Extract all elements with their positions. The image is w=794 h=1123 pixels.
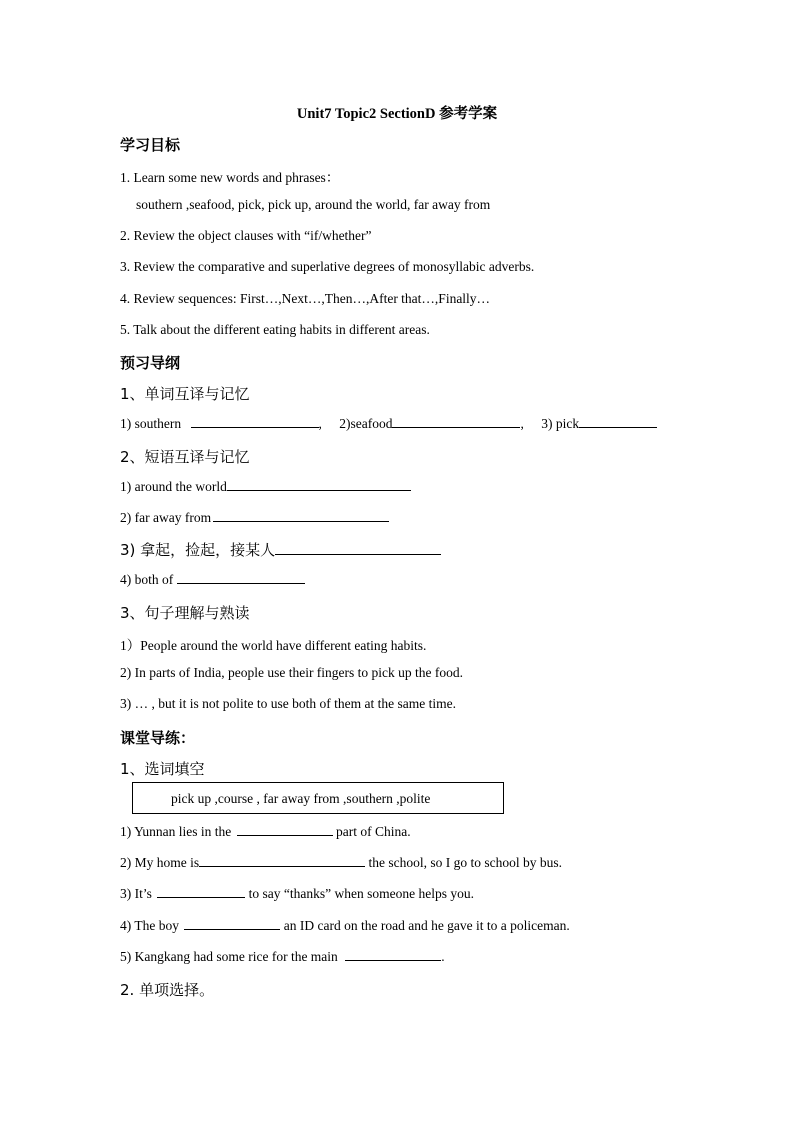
answer-blank[interactable] — [227, 478, 411, 491]
objective-item: 1. Learn some new words and phrases： — [120, 170, 340, 185]
question-text: 5) Kangkang had some rice for the main — [120, 949, 338, 964]
question-text: . — [441, 949, 445, 964]
question-text: 1) Yunnan lies in the — [120, 824, 232, 839]
sentence-item: 2) In parts of India, people use their fingers to pick up the food. — [120, 665, 464, 680]
word-seafood-label: 2)seafood — [339, 416, 393, 431]
word-southern-label: 1) southern — [120, 416, 182, 431]
answer-blank[interactable] — [184, 917, 280, 930]
phrase-label: 3) 拿起，捡起，接某人 — [120, 541, 276, 559]
question-text: 2) My home is — [120, 855, 200, 870]
answer-blank[interactable] — [191, 415, 319, 428]
answer-blank[interactable] — [345, 948, 441, 961]
multiple-choice-heading: 2. 单项选择。 — [120, 981, 215, 999]
objective-word-list: southern ,seafood, pick, pick up, around the world, far away from — [136, 197, 491, 212]
phrases-heading: 2、短语互译与记忆 — [120, 448, 250, 466]
answer-blank[interactable] — [157, 885, 245, 898]
question-text: 3) It’s — [120, 886, 152, 901]
fill-question-row — [120, 823, 411, 840]
question-text: 4) The boy — [120, 918, 179, 933]
fill-question-row — [120, 854, 562, 871]
word-pick-label: 3) pick — [541, 416, 580, 431]
fill-question-row — [120, 885, 474, 902]
fill-question-row — [120, 948, 445, 965]
phrase-row — [120, 539, 441, 560]
sentence-item: 1）People around the world have different eating habits. — [120, 638, 427, 653]
page-title: Unit7 Topic2 SectionD 参考学案 — [296, 106, 498, 122]
word-bank-box: pick up ,course , far away from ,southern ,polite — [132, 782, 504, 814]
question-text: the school, so I go to school by bus. — [368, 855, 562, 870]
sentence-item: 3) … , but it is not polite to use both of them at the same time. — [120, 696, 456, 711]
phrase-label: 4) both of — [120, 572, 174, 587]
answer-blank[interactable] — [392, 415, 520, 428]
answer-blank[interactable] — [199, 854, 365, 867]
word-translation-row — [120, 415, 657, 432]
classroom-heading: 课堂导练： — [120, 729, 196, 747]
phrase-row — [120, 571, 305, 588]
fill-in-heading: 1、选词填空 — [120, 760, 205, 778]
objective-item: 5. Talk about the different eating habits in different areas. — [120, 322, 430, 337]
separator: , — [520, 416, 524, 431]
objectives-heading: 学习目标 — [120, 136, 181, 154]
phrase-row — [120, 478, 411, 495]
question-text: an ID card on the road and he gave it to a policeman. — [283, 918, 570, 933]
objective-item: 3. Review the comparative and superlative degrees of monosyllabic adverbs. — [120, 259, 535, 274]
preview-heading: 预习导纲 — [120, 354, 181, 372]
separator: , — [318, 416, 322, 431]
answer-blank[interactable] — [237, 823, 333, 836]
answer-blank[interactable] — [177, 571, 305, 584]
objective-item: 4. Review sequences: First…,Next…,Then…,After that…,Finally… — [120, 291, 491, 306]
fill-question-row — [120, 917, 570, 934]
question-text: to say “thanks” when someone helps you. — [248, 886, 474, 901]
question-text: part of China. — [335, 824, 411, 839]
phrase-label: 1) around the world — [120, 479, 227, 494]
phrase-label: 2) far away from — [120, 510, 212, 525]
words-heading: 1、单词互译与记忆 — [120, 385, 250, 403]
objective-item: 2. Review the object clauses with “if/whether” — [120, 228, 372, 243]
answer-blank[interactable] — [579, 415, 657, 428]
answer-blank[interactable] — [275, 542, 441, 555]
answer-blank[interactable] — [213, 509, 389, 522]
sentences-heading: 3、句子理解与熟读 — [120, 604, 250, 622]
phrase-row — [120, 509, 389, 526]
